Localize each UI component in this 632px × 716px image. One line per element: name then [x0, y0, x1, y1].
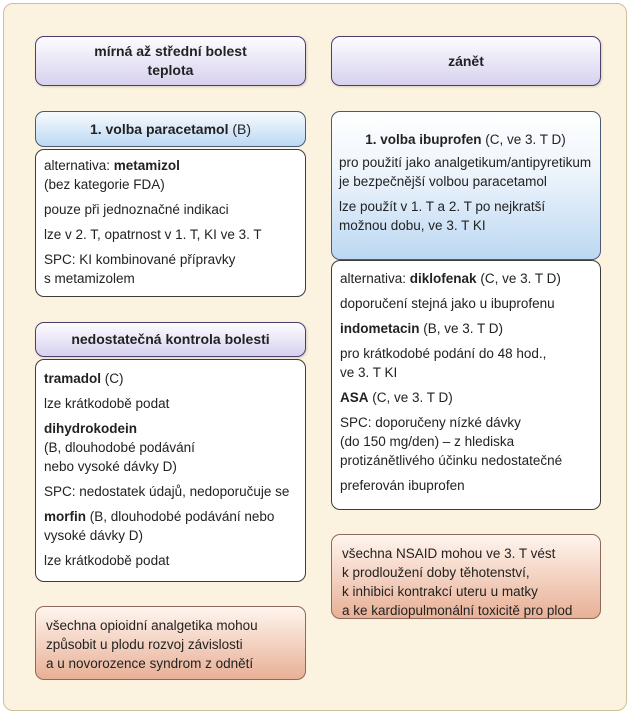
ibuprofen-para1-line2: je bezpečnější volbou paracetamol [339, 174, 547, 189]
alternative-prefix: alternativa: [44, 158, 114, 173]
header-mild-pain [35, 36, 306, 86]
ibuprofen-para2-line1: lze použít v 1. T a 2. T po nejkratší [339, 199, 546, 214]
diklofenak-label: diklofenak [409, 271, 477, 286]
indometacin-note-item [340, 344, 592, 382]
diklofenak-note-item [340, 294, 592, 313]
indometacin-category: (B, ve 3. T D) [419, 321, 504, 336]
spc-line2: s metamizolem [44, 271, 135, 286]
asa-spc-item [340, 413, 592, 470]
dihydrokodein-label: dihydrokodein [44, 421, 138, 436]
opioid-warning-box [35, 606, 306, 680]
asa-category: (C, ve 3. T D) [368, 390, 453, 405]
dihydrokodein-spc: SPC: nedostatek údajů, nedoporučuje se [44, 484, 290, 499]
dihydrokodein-line1: (B, dlouhodobé podávání [44, 440, 195, 455]
header-insufficient-control-text: nedostatečná kontrola bolesti [71, 331, 270, 347]
asa-item [340, 388, 592, 407]
paracetamol-first-choice [35, 111, 306, 147]
nsaid-warning-line3: k inhibici kontrakcí uteru u matky [342, 584, 538, 599]
asa-spc-line3: protizánětlivého účinku nedostatečné [340, 453, 563, 468]
header-inflammation [331, 36, 601, 86]
paracetamol-first-choice-text [90, 120, 251, 139]
ibuprofen-para2-line2: možnou dobu, ve 3. T KI [339, 218, 486, 233]
metamizol-label: metamizol [113, 158, 180, 173]
opioid-warning-line2: způsobit u plodu rozvoj závislosti [46, 637, 243, 652]
asa-spc-line2: (do 150 mg/den) – z hlediska [340, 434, 515, 449]
morfin-note: lze krátkodobě podat [44, 553, 170, 568]
trimester-text: lze v 2. T, opatrnost v 1. T, KI ve 3. T [44, 227, 262, 242]
diklofenak-category: (C, ve 3. T D) [476, 271, 561, 286]
paracetamol-category: (B) [228, 120, 252, 137]
nsaid-warning-box [331, 534, 601, 619]
tramadol-note-item [44, 394, 297, 413]
dihydrokodein-spc-item [44, 482, 297, 501]
metamizol-note: (bez kategorie FDA) [44, 177, 165, 192]
ibuprofen-para1 [339, 153, 592, 191]
indometacin-line1: pro krátkodobé podání do 48 hod., [340, 346, 547, 361]
morfin-line1: (B, dlouhodobé podávání nebo [86, 509, 275, 524]
indometacin-item [340, 319, 592, 338]
morfin-label: morfin [44, 509, 86, 524]
paracetamol-label: 1. volba paracetamol [89, 120, 229, 137]
indication-text: pouze při jednoznačné indikaci [44, 202, 229, 217]
asa-label: ASA [340, 390, 369, 405]
alternative-prefix: alternativa: [340, 271, 410, 286]
paracetamol-alternatives-box [35, 149, 306, 297]
header-insufficient-control [35, 322, 306, 357]
ibuprofen-para2 [339, 197, 592, 235]
nsaid-warning-line2: k prodloužení doby těhotenství, [342, 565, 530, 580]
preferred-text: preferován ibuprofen [340, 478, 465, 493]
morfin-item [44, 507, 297, 545]
tramadol-note: lze krátkodobě podat [44, 396, 170, 411]
metamizol-item [44, 156, 297, 194]
diklofenak-note: doporučení stejná jako u ibuprofenu [340, 296, 555, 311]
indometacin-label: indometacin [340, 321, 420, 336]
tramadol-category: (C) [101, 371, 124, 386]
tramadol-item [44, 369, 297, 388]
morfin-line2: vysoké dávky D) [44, 528, 144, 543]
ibuprofen-first-choice-box [331, 111, 601, 260]
header-mild-pain-line1: mírná až střední bolest [94, 43, 247, 59]
ibuprofen-heading [339, 130, 592, 149]
tramadol-label: tramadol [44, 371, 102, 386]
opioid-warning-line1: všechna opioidní analgetika mohou [46, 618, 258, 633]
nsaid-warning-line4: a ke kardiopulmonální toxicitě pro plod [342, 603, 573, 618]
indication-item [44, 200, 297, 219]
header-mild-pain-line2: teplota [147, 62, 194, 78]
spc-metamizol-item [44, 250, 297, 288]
asa-spc-line1: SPC: doporučeny nízké dávky [340, 415, 521, 430]
indometacin-line2: ve 3. T KI [340, 365, 398, 380]
ibuprofen-category: (C, ve 3. T D) [481, 132, 566, 147]
trimester-item [44, 225, 297, 244]
spc-line1: SPC: KI kombinované přípravky [44, 252, 236, 267]
morfin-note-item [44, 551, 297, 570]
dihydrokodein-item [44, 419, 297, 476]
diklofenak-item [340, 269, 592, 288]
nsaid-warning-line1: všechna NSAID mohou ve 3. T vést [342, 546, 556, 561]
header-inflammation-text: zánět [448, 52, 484, 69]
preferred-item [340, 476, 592, 495]
dihydrokodein-line2: nebo vysoké dávky D) [44, 459, 177, 474]
nsaid-alternatives-box [331, 260, 601, 510]
ibuprofen-label: 1. volba ibuprofen [365, 132, 482, 147]
opioids-box [35, 359, 306, 582]
ibuprofen-para1-line1: pro použití jako analgetikum/antipyretikum [339, 155, 592, 170]
opioid-warning-line3: a u novorozence syndrom z odnětí [46, 656, 254, 671]
